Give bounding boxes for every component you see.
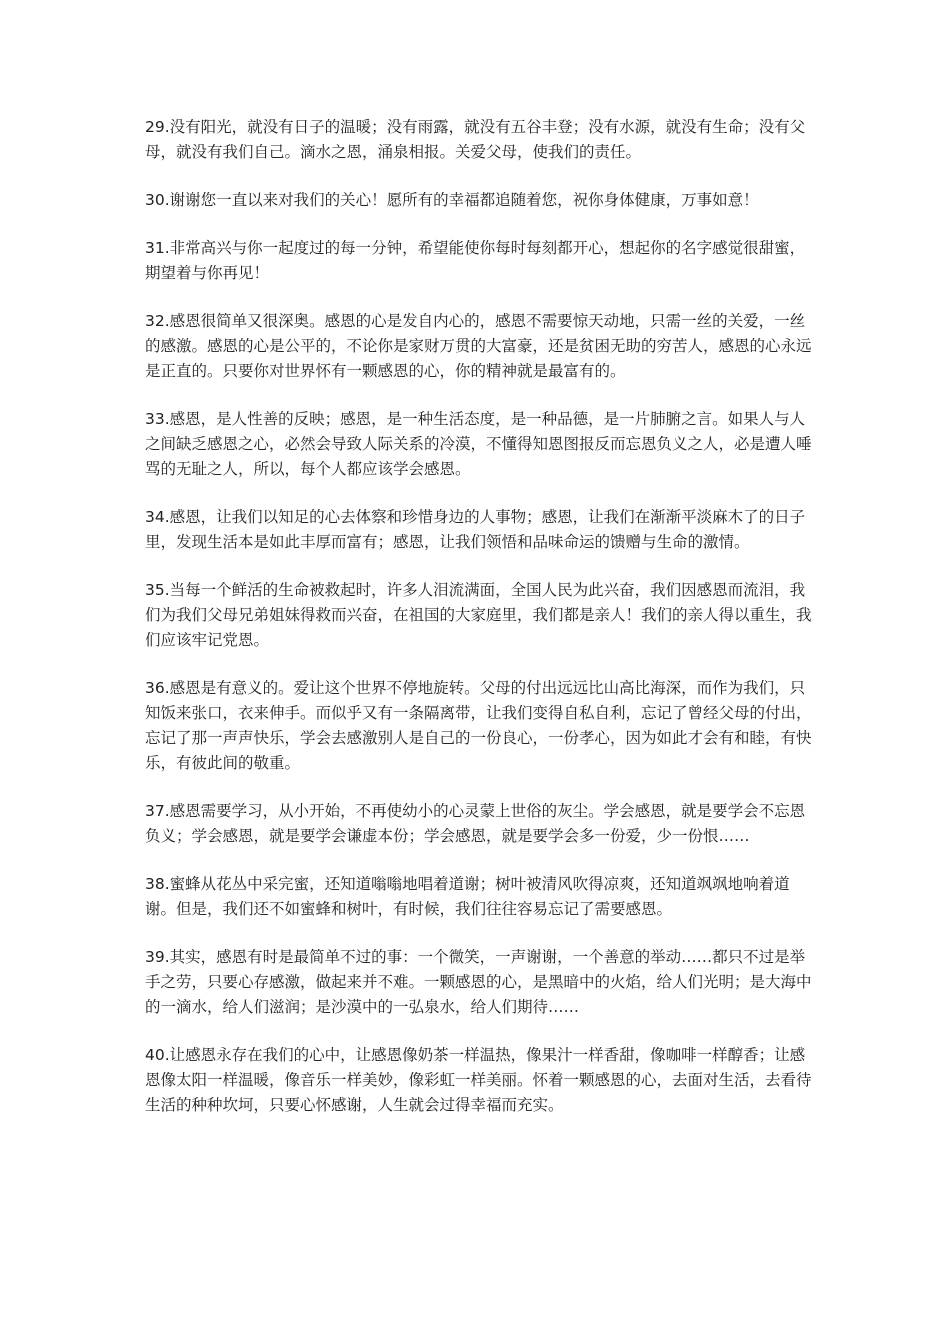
paragraph-35: 35.当每一个鲜活的生命被救起时，许多人泪流满面，全国人民为此兴奋，我们因感恩而流泪，我们为我们父母兄弟姐妹得救而兴奋，在祖国的大家庭里，我们都是亲人！我们的亲人得以重生，我们应该牢记党恩。 <box>145 581 812 649</box>
paragraph-40: 40.让感恩永存在我们的心中，让感恩像奶茶一样温热，像果汁一样香甜，像咖啡一样醇香；让感恩像太阳一样温暖，像音乐一样美妙，像彩虹一样美丽。怀着一颗感恩的心，去面对生活，去看待生活的种种坎坷，只要心怀感谢，人生就会过得幸福而充实。 <box>145 1046 812 1114</box>
document-body <box>145 115 813 1141</box>
paragraph-38: 38.蜜蜂从花丛中采完蜜，还知道嗡嗡地唱着道谢；树叶被清风吹得凉爽，还知道飒飒地响着道谢。但是，我们还不如蜜蜂和树叶，有时候，我们往往容易忘记了需要感恩。 <box>145 875 790 918</box>
paragraph-30: 30.谢谢您一直以来对我们的关心！愿所有的幸福都追随着您，祝你身体健康，万事如意！ <box>145 191 759 209</box>
paragraph-29: 29.没有阳光，就没有日子的温暖；没有雨露，就没有五谷丰登；没有水源，就没有生命；没有父母，就没有我们自己。滴水之恩，涌泉相报。关爱父母，使我们的责任。 <box>145 118 806 161</box>
paragraph-32: 32.感恩很简单又很深奥。感恩的心是发自内心的，感恩不需要惊天动地，只需一丝的关爱，一丝的感激。感恩的心是公平的，不论你是家财万贯的大富豪，还是贫困无助的穷苦人，感恩的心永远是正直的。只要你对世界怀有一颗感恩的心，你的精神就是最富有的。 <box>145 312 812 380</box>
paragraph-39: 39.其实，感恩有时是最简单不过的事：一个微笑，一声谢谢，一个善意的举动……都只不过是举手之劳，只要心存感激，做起来并不难。一颗感恩的心，是黑暗中的火焰，给人们光明；是大海中的一滴水，给人们滋润；是沙漠中的一弘泉水，给人们期待…… <box>145 948 812 1016</box>
paragraph-37: 37.感恩需要学习，从小开始，不再使幼小的心灵蒙上世俗的灰尘。学会感恩，就是要学会不忘恩负义；学会感恩，就是要学会谦虚本份；学会感恩，就是要学会多一份爱，少一份恨…… <box>145 802 806 845</box>
paragraph-36: 36.感恩是有意义的。爱让这个世界不停地旋转。父母的付出远远比山高比海深，而作为我们，只知饭来张口，衣来伸手。而似乎又有一条隔离带，让我们变得自私自利，忘记了曾经父母的付出，忘记了那一声声快乐，学会去感激别人是自己的一份良心，一份孝心，因为如此才会有和睦，有快乐，有彼此间的敬重。 <box>145 679 812 772</box>
paragraph-31: 31.非常高兴与你一起度过的每一分钟，希望能使你每时每刻都开心，想起你的名字感觉很甜蜜，期望着与你再见！ <box>145 239 806 282</box>
paragraph-33: 33.感恩，是人性善的反映；感恩，是一种生活态度，是一种品德，是一片肺腑之言。如果人与人之间缺乏感恩之心，必然会导致人际关系的冷漠，不懂得知恩图报反而忘恩负义之人，必是遭人唾骂的无耻之人，所以，每个人都应该学会感恩。 <box>145 410 812 478</box>
paragraph-34: 34.感恩，让我们以知足的心去体察和珍惜身边的人事物；感恩，让我们在渐渐平淡麻木了的日子里，发现生活本是如此丰厚而富有；感恩，让我们领悟和品味命运的馈赠与生命的激情。 <box>145 508 806 551</box>
